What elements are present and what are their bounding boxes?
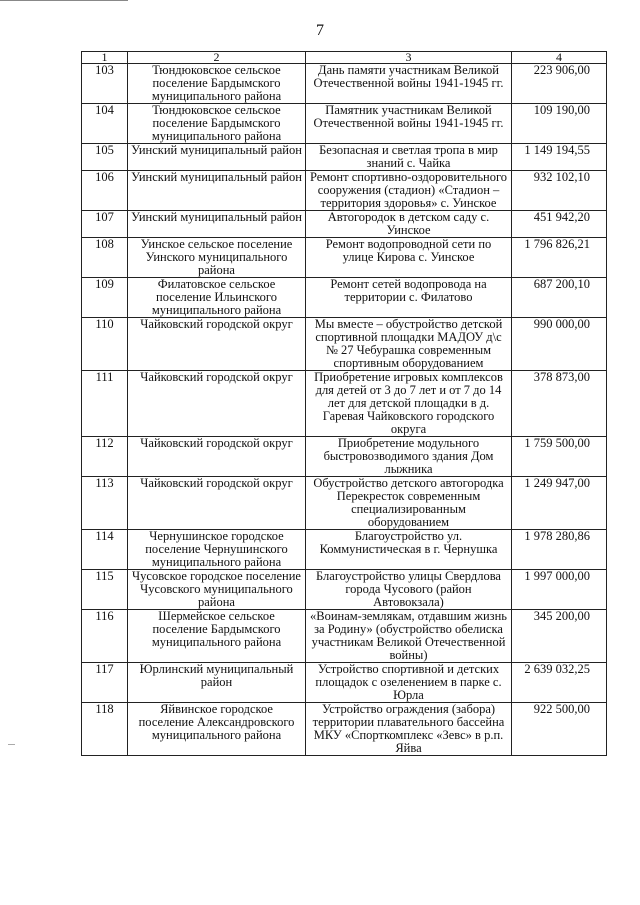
row-number-cell: 105 bbox=[82, 144, 128, 171]
table-row bbox=[82, 144, 607, 171]
project-cell: Дань памяти участникам Великой Отечественной войны 1941-1945 гг. bbox=[306, 64, 512, 104]
row-number-cell: 116 bbox=[82, 610, 128, 663]
row-number-cell: 115 bbox=[82, 570, 128, 610]
municipality-cell: Чусовское городское поселение Чусовского муниципального района bbox=[128, 570, 306, 610]
row-number-cell: 110 bbox=[82, 318, 128, 371]
amount-cell: 2 639 032,25 bbox=[512, 663, 607, 703]
project-cell: Приобретение игровых комплексов для детей от 3 до 7 лет и от 7 до 14 лет для детской площадки в д. Гаревая Чайковского городского округа bbox=[306, 371, 512, 437]
municipality-cell: Чайковский городской округ bbox=[128, 477, 306, 530]
municipality-cell: Тюндюковское сельское поселение Бардымского муниципального района bbox=[128, 104, 306, 144]
row-number-cell: 104 bbox=[82, 104, 128, 144]
appropriations-table bbox=[81, 51, 607, 756]
municipality-cell: Чайковский городской округ bbox=[128, 437, 306, 477]
project-cell: Безопасная и светлая тропа в мир знаний с. Чайка bbox=[306, 144, 512, 171]
row-number-cell: 117 bbox=[82, 663, 128, 703]
municipality-cell: Уинское сельское поселение Уинского муниципального района bbox=[128, 238, 306, 278]
municipality-cell: Чернушинское городское поселение Чернушинского муниципального района bbox=[128, 530, 306, 570]
municipality-cell: Уинский муниципальный район bbox=[128, 144, 306, 171]
row-number-cell: 109 bbox=[82, 278, 128, 318]
table-row bbox=[82, 610, 607, 663]
project-cell: Ремонт водопроводной сети по улице Кирова с. Уинское bbox=[306, 238, 512, 278]
table-body bbox=[82, 64, 607, 756]
table-row bbox=[82, 371, 607, 437]
row-number-cell: 103 bbox=[82, 64, 128, 104]
table-row bbox=[82, 238, 607, 278]
table-row bbox=[82, 477, 607, 530]
project-cell: Ремонт спортивно-оздоровительного сооружения (стадион) «Стадион – территория здоровья» с. Уинское bbox=[306, 171, 512, 211]
municipality-cell: Юрлинский муниципальный район bbox=[128, 663, 306, 703]
project-cell: Мы вместе – обустройство детской спортивной площадки МАДОУ д\с № 27 Чебурашка современным спортивным оборудованием bbox=[306, 318, 512, 371]
margin-mark bbox=[8, 744, 15, 745]
municipality-cell: Тюндюковское сельское поселение Бардымского муниципального района bbox=[128, 64, 306, 104]
amount-cell: 932 102,10 bbox=[512, 171, 607, 211]
amount-cell: 922 500,00 bbox=[512, 703, 607, 756]
column-number: 4 bbox=[512, 52, 607, 64]
table-row bbox=[82, 278, 607, 318]
amount-cell: 109 190,00 bbox=[512, 104, 607, 144]
project-cell: Устройство ограждения (забора) территории плавательного бассейна МКУ «Спорткомплекс «Зевс» в р.п. Яйва bbox=[306, 703, 512, 756]
project-cell: «Воинам-землякам, отдавшим жизнь за Родину» (обустройство обелиска участникам Великой Отечественной войны) bbox=[306, 610, 512, 663]
row-number-cell: 112 bbox=[82, 437, 128, 477]
table-row bbox=[82, 663, 607, 703]
project-cell: Благоустройство ул. Коммунистическая в г. Чернушка bbox=[306, 530, 512, 570]
amount-cell: 1 997 000,00 bbox=[512, 570, 607, 610]
municipality-cell: Чайковский городской округ bbox=[128, 318, 306, 371]
amount-cell: 1 149 194,55 bbox=[512, 144, 607, 171]
municipality-cell: Уинский муниципальный район bbox=[128, 211, 306, 238]
table-row bbox=[82, 570, 607, 610]
amount-cell: 1 796 826,21 bbox=[512, 238, 607, 278]
project-cell: Ремонт сетей водопровода на территории с. Филатово bbox=[306, 278, 512, 318]
table-row bbox=[82, 211, 607, 238]
amount-cell: 1 759 500,00 bbox=[512, 437, 607, 477]
table-row bbox=[82, 437, 607, 477]
project-cell: Автогородок в детском саду с. Уинское bbox=[306, 211, 512, 238]
row-number-cell: 108 bbox=[82, 238, 128, 278]
project-cell: Обустройство детского автогородка Перекресток современным специализированным оборудованием bbox=[306, 477, 512, 530]
row-number-cell: 107 bbox=[82, 211, 128, 238]
row-number-cell: 111 bbox=[82, 371, 128, 437]
project-cell: Приобретение модульного быстровозводимого здания Дом лыжника bbox=[306, 437, 512, 477]
table-row bbox=[82, 104, 607, 144]
row-number-cell: 114 bbox=[82, 530, 128, 570]
row-number-cell: 113 bbox=[82, 477, 128, 530]
amount-cell: 990 000,00 bbox=[512, 318, 607, 371]
top-rule bbox=[0, 0, 128, 1]
page-number: 7 bbox=[316, 22, 324, 39]
row-number-cell: 118 bbox=[82, 703, 128, 756]
municipality-cell: Чайковский городской округ bbox=[128, 371, 306, 437]
table-row bbox=[82, 318, 607, 371]
amount-cell: 687 200,10 bbox=[512, 278, 607, 318]
project-cell: Благоустройство улицы Свердлова города Чусового (район Автовокзала) bbox=[306, 570, 512, 610]
table-row bbox=[82, 530, 607, 570]
project-cell: Памятник участникам Великой Отечественной войны 1941-1945 гг. bbox=[306, 104, 512, 144]
amount-cell: 1 249 947,00 bbox=[512, 477, 607, 530]
column-number-row bbox=[82, 52, 607, 64]
project-cell: Устройство спортивной и детских площадок с озеленением в парке с. Юрла bbox=[306, 663, 512, 703]
amount-cell: 223 906,00 bbox=[512, 64, 607, 104]
column-number: 2 bbox=[128, 52, 306, 64]
column-number: 1 bbox=[82, 52, 128, 64]
municipality-cell: Шермейское сельское поселение Бардымского муниципального района bbox=[128, 610, 306, 663]
table-row bbox=[82, 64, 607, 104]
municipality-cell: Филатовское сельское поселение Ильинского муниципального района bbox=[128, 278, 306, 318]
column-number: 3 bbox=[306, 52, 512, 64]
amount-cell: 1 978 280,86 bbox=[512, 530, 607, 570]
row-number-cell: 106 bbox=[82, 171, 128, 211]
table-row bbox=[82, 703, 607, 756]
municipality-cell: Уинский муниципальный район bbox=[128, 171, 306, 211]
municipality-cell: Яйвинское городское поселение Александровского муниципального района bbox=[128, 703, 306, 756]
amount-cell: 345 200,00 bbox=[512, 610, 607, 663]
amount-cell: 451 942,20 bbox=[512, 211, 607, 238]
amount-cell: 378 873,00 bbox=[512, 371, 607, 437]
table-row bbox=[82, 171, 607, 211]
